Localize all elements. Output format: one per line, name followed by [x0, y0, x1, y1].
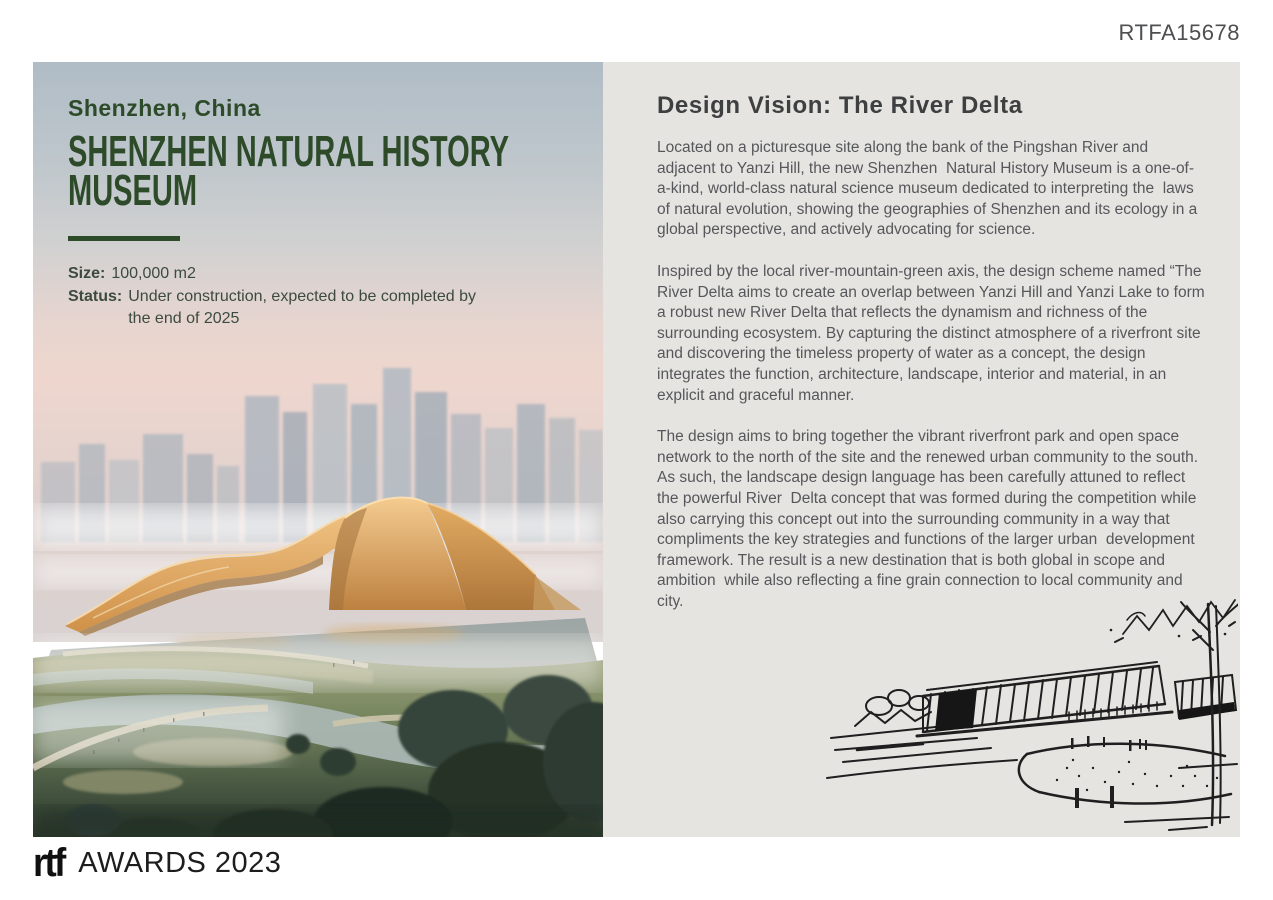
photo-text-overlay [33, 62, 603, 837]
project-location: Shenzhen, China [68, 95, 261, 121]
body-paragraph-2: Inspired by the local river-mountain-green axis, the design scheme named “The River Delta aims to create an overlap between Yanzi Hill and Yanzi Lake to form a robust new River Delta that reflects the dynamism and richness of the surrounding ecosystem. By capturing the distinct atmosphere of a riverfront site and discovering the timeless property of water as a concept, the design integrates the function, architecture, landscape, interior and material, in an explicit and graceful manner. [657, 262, 1209, 404]
awards-year-text: AWARDS 2023 [78, 846, 282, 879]
footer [33, 843, 281, 883]
body-paragraph-3: The design aims to bring together the vibrant riverfront park and open space network to the north of the site and the renewed urban community to the south. As such, the landscape design language has been carefully attuned to reflect the powerful River Delta concept that was formed during the competition while also carrying this concept out into the surrounding community in a way that compliments the key strategies and functions of the larger urban development framework. The result is a new destination that is both global in scope and ambition while also reflecting a fine grain connection to local community and city. [657, 428, 1206, 610]
title-divider [68, 236, 180, 241]
status-value: Under construction, expected to be completed by the end of 2025 [128, 287, 481, 327]
size-value: 100,000 m2 [111, 265, 196, 282]
project-title-line2: MUSEUM [68, 166, 198, 215]
section-heading: Design Vision: The River Delta [657, 92, 1023, 119]
project-photo-panel [33, 62, 603, 837]
status-row [68, 286, 603, 331]
submission-id: RTFA15678 [1118, 20, 1240, 45]
body-paragraph-1: Located on a picturesque site along the bank of the Pingshan River and adjacent to Yanzi Hill, the new Shenzhen Natural History Museum is a one-of-a-kind, world-class natural science museum dedicated to interpreting the laws of natural evolution, showing the geographies of Shenzhen and its ecology in a global perspective, and actively advocating for science. [657, 139, 1202, 239]
concept-sketch-illustration [826, 590, 1238, 835]
project-meta [68, 263, 603, 331]
size-label: Size: [68, 265, 106, 282]
project-title-line1: SHENZHEN NATURAL HISTORY [68, 127, 510, 176]
size-row [68, 263, 603, 286]
design-vision-panel [603, 62, 1240, 837]
rtf-logo: rtf [33, 841, 64, 885]
status-label: Status: [68, 287, 123, 305]
